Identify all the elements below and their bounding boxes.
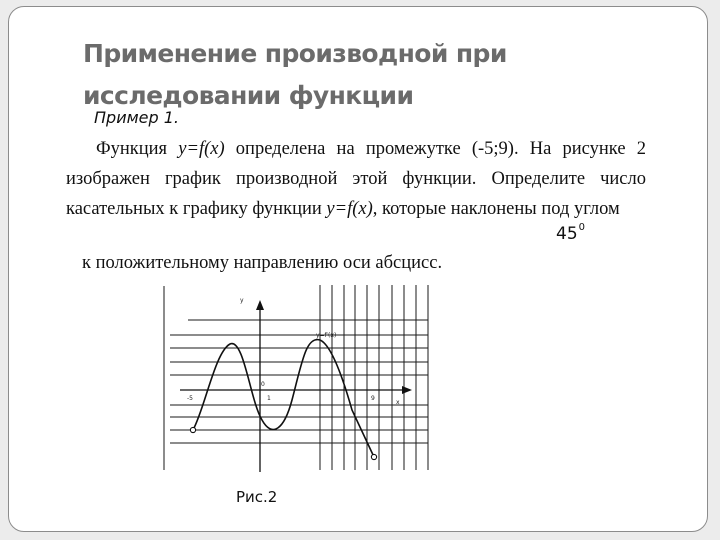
derivative-curve	[193, 340, 374, 457]
tick-label-minus-5: -5	[187, 395, 193, 402]
curve-label: y=f′(x)	[316, 332, 337, 339]
example-label: Пример 1.	[94, 108, 180, 127]
text-part-2: определена на промежутке (-5;9). На рисунке 2 изображен график производной этой функции. Определите число касательных к графику функции	[66, 139, 646, 219]
angle-degree-mark: 0	[578, 222, 586, 233]
x-axis-arrow	[402, 386, 412, 394]
problem-text-end: к положительному направлению оси абсцисс.	[82, 253, 443, 273]
title-line-2: исследовании функции	[83, 81, 414, 110]
angle-45-degrees	[556, 222, 585, 244]
figure-caption: Рис.2	[236, 488, 278, 506]
problem-text	[66, 134, 646, 224]
y-axis-arrow	[256, 300, 264, 310]
endpoint-right	[371, 454, 376, 459]
text-part-1: Функция	[96, 139, 179, 159]
text-part-3: , которые наклонены под углом	[372, 199, 620, 219]
slide-title	[83, 33, 643, 117]
x-axis-label: x	[396, 399, 400, 406]
origin-label: 0	[261, 381, 265, 388]
function-notation: y=f(x)	[178, 139, 225, 159]
y-axis-label: y	[240, 297, 244, 304]
grid-lines	[164, 285, 428, 470]
tick-label-9: 9	[371, 395, 375, 402]
unit-tick-label: 1	[267, 395, 271, 402]
endpoint-left	[190, 427, 195, 432]
title-line-1: Применение производной при	[83, 39, 507, 68]
function-notation: y=f(x)	[326, 199, 373, 219]
angle-value: 45	[556, 224, 578, 244]
derivative-graph	[160, 280, 440, 475]
